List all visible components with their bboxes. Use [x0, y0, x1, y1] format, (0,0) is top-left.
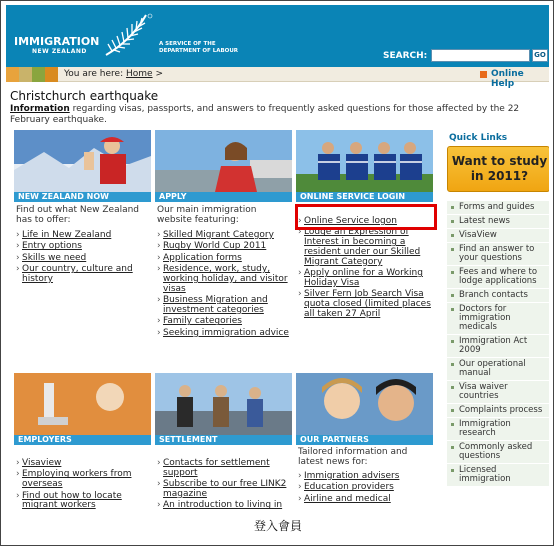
quick-link-forms[interactable]: Forms and guides — [447, 201, 549, 215]
apply-desc: Our main immigration website featuring: — [157, 205, 257, 225]
list-item[interactable] — [16, 492, 150, 512]
quick-links-title: Quick Links — [449, 133, 508, 143]
link-country-culture[interactable]: Our country, culture and history — [22, 264, 133, 284]
microscope-photo[interactable] — [14, 373, 151, 435]
list-item[interactable] — [157, 296, 291, 316]
link-expression-of-interest[interactable]: Lodge an Expression of Interest in becoming a resident under our Skilled Migrant Category — [304, 227, 421, 267]
quick-link-find-answer[interactable]: Find an answer to your questions — [447, 243, 549, 266]
tagline-line2: DEPARTMENT OF LABOUR — [159, 48, 239, 54]
link-immigration-advisers[interactable]: Immigration advisers — [304, 471, 400, 481]
quick-link-fees[interactable]: Fees and where to lodge applications — [447, 266, 549, 289]
link-entry-options[interactable]: Entry options — [22, 241, 82, 252]
children-photo[interactable] — [296, 373, 433, 435]
quick-link-complaints[interactable]: Complaints process — [447, 404, 549, 418]
woman-photo[interactable] — [155, 130, 292, 192]
silver-fern-logo-icon — [102, 11, 154, 59]
list-item[interactable] — [16, 242, 150, 252]
link-working-holiday-visa[interactable]: Apply online for a Working Holiday Visa — [304, 268, 423, 288]
link-online-service-logon[interactable]: Online Service logon — [304, 216, 397, 226]
breadcrumb-prefix: You are here: — [64, 69, 124, 79]
section-bar-online-service[interactable]: ONLINE SERVICE LOGIN — [296, 192, 433, 202]
breadcrumb-bar — [6, 67, 549, 89]
list-item[interactable] — [157, 231, 291, 241]
highlight-box — [295, 204, 437, 230]
link-visaview[interactable]: Visaview — [22, 458, 62, 468]
list-item[interactable] — [157, 317, 291, 327]
settlement-links — [157, 459, 291, 513]
link-employing-workers[interactable]: Employing workers from overseas — [22, 469, 132, 490]
list-item[interactable] — [157, 254, 291, 264]
site-header — [6, 5, 549, 67]
breadcrumb-separator: > — [155, 69, 163, 79]
link-airline-medical[interactable]: Airline and medical — [304, 493, 391, 504]
skier-photo[interactable] — [14, 130, 151, 192]
logo-subtitle: NEW ZEALAND — [32, 48, 87, 55]
apply-links — [157, 231, 291, 340]
link-business-migration[interactable]: Business Migration and investment categories — [163, 295, 268, 315]
page-title: Christchurch earthquake — [10, 89, 159, 103]
list-item[interactable] — [16, 459, 150, 469]
section-bar-apply[interactable]: APPLY — [155, 192, 292, 202]
link-education-providers[interactable]: Education providers — [304, 482, 394, 493]
tagline-line1: A SERVICE OF THE — [159, 41, 216, 47]
color-swatch-orange — [6, 67, 19, 82]
study-promo-line2: in 2011? — [470, 169, 529, 183]
link-family-categories[interactable]: Family categories — [163, 316, 242, 327]
employers-links — [16, 459, 150, 513]
online-service-links — [298, 217, 432, 321]
online-help-link[interactable]: Online Help — [491, 69, 524, 89]
quick-link-faq[interactable]: Commonly asked questions — [447, 441, 549, 464]
link-silver-fern-visa[interactable]: Silver Fern Job Search Visa quota closed (limited places all taken 27 April — [304, 289, 431, 319]
section-bar-settlement[interactable]: SETTLEMENT — [155, 435, 292, 445]
quick-link-doctors[interactable]: Doctors for immigration medicals — [447, 303, 549, 335]
list-item[interactable] — [298, 472, 432, 482]
list-item[interactable] — [298, 495, 432, 505]
family-photo[interactable] — [155, 373, 292, 435]
web-page — [6, 5, 549, 513]
breadcrumb — [64, 69, 163, 79]
list-item[interactable] — [157, 501, 291, 511]
list-item[interactable] — [298, 483, 432, 493]
list-item[interactable] — [157, 480, 291, 500]
link-immigration-advice[interactable]: Seeking immigration advice — [163, 327, 289, 338]
link-visa-types[interactable]: Residence, work, study, working holiday, and visitor visas — [163, 264, 288, 294]
link-settlement-support[interactable]: Contacts for settlement support — [163, 458, 270, 478]
department-tagline — [159, 41, 238, 55]
quick-link-research[interactable]: Immigration research — [447, 418, 549, 441]
quick-link-manual[interactable]: Our operational manual — [447, 358, 549, 381]
list-item[interactable] — [157, 265, 291, 294]
section-bar-new-zealand-now[interactable]: NEW ZEALAND NOW — [14, 192, 151, 202]
link-link2-magazine[interactable]: Subscribe to our free LINK2 magazine — [163, 479, 287, 499]
link-application-forms[interactable]: Application forms — [163, 252, 242, 263]
new-zealand-now-links — [16, 231, 150, 286]
list-item[interactable] — [16, 470, 150, 490]
help-icon[interactable] — [480, 71, 487, 78]
search-go-button[interactable]: GO — [532, 49, 548, 62]
list-item[interactable] — [298, 269, 432, 289]
color-swatch-green — [32, 67, 45, 82]
section-bar-employers[interactable]: EMPLOYERS — [14, 435, 151, 445]
search-label: SEARCH: — [383, 51, 428, 61]
list-item[interactable] — [157, 242, 291, 252]
quick-link-visaview[interactable]: VisaView — [447, 229, 549, 243]
list-item[interactable] — [157, 459, 291, 479]
logo-title[interactable]: IMMIGRATION — [14, 35, 100, 48]
study-promo-banner[interactable] — [447, 146, 549, 192]
new-zealand-now-desc: Find out what New Zealand has to offer: — [16, 205, 140, 225]
list-item[interactable] — [16, 231, 150, 241]
caption-label: 登入會員 — [253, 519, 302, 533]
list-item[interactable] — [16, 254, 150, 264]
section-bar-partners[interactable]: OUR PARTNERS — [296, 435, 433, 445]
quick-link-visa-waiver[interactable]: Visa waiver countries — [447, 381, 549, 404]
list-item[interactable] — [298, 290, 432, 319]
link-life-in-nz[interactable]: Life in New Zealand — [22, 230, 112, 240]
quick-links-list — [447, 201, 549, 487]
color-swatch-gold — [19, 67, 32, 82]
link-rugby-world-cup[interactable]: Rugby World Cup 2011 — [163, 241, 267, 252]
breadcrumb-home-link[interactable]: Home — [125, 69, 153, 79]
quick-link-news[interactable]: Latest news — [447, 215, 549, 229]
quick-link-licensed[interactable]: Licensed immigration — [447, 464, 549, 487]
quick-link-act[interactable]: Immigration Act 2009 — [447, 335, 549, 358]
link-migrant-workers[interactable]: Find out how to locate migrant workers — [22, 490, 122, 511]
partners-desc: Tailored information and latest news for: — [298, 447, 408, 467]
study-promo-line1: Want to study — [451, 154, 548, 168]
link-skills-we-need[interactable]: Skills we need — [22, 252, 87, 263]
list-item[interactable] — [298, 228, 432, 267]
list-item[interactable] — [157, 329, 291, 339]
search-input[interactable] — [431, 49, 530, 62]
color-swatch-amber — [45, 67, 58, 82]
intro-text: regarding visas, passports, and answers to frequently asked questions for those affected by the 22 February earthquake. — [10, 104, 520, 125]
intro-paragraph — [10, 104, 545, 126]
rugby-players-photo[interactable] — [296, 130, 433, 192]
link-living-in[interactable]: An introduction to living in — [163, 500, 283, 511]
study-promo-text — [448, 154, 549, 184]
information-link[interactable]: Information — [10, 104, 70, 114]
link-skilled-migrant[interactable]: Skilled Migrant Category — [163, 230, 274, 240]
list-item[interactable] — [16, 265, 150, 285]
quick-link-branch[interactable]: Branch contacts — [447, 289, 549, 303]
partners-links — [298, 472, 432, 506]
